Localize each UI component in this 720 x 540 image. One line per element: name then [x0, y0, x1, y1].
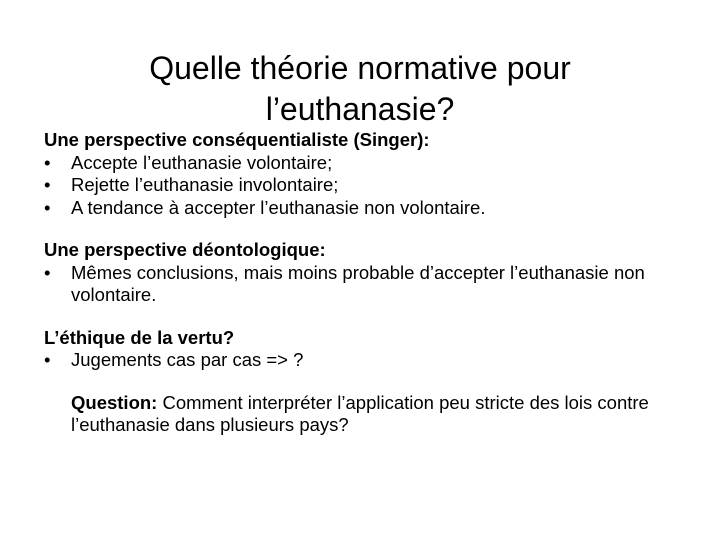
- bullet-text: Jugements cas par cas => ?: [71, 349, 304, 370]
- bullet-list: [44, 152, 684, 220]
- slide-title-line-1: Quelle théorie normative pour: [149, 50, 571, 87]
- bullet-text: Mêmes conclusions, mais moins probable d’accepter l’euthanasie non volontaire.: [71, 261, 645, 305]
- bullet-item: [44, 174, 684, 197]
- bullet-icon: •: [44, 151, 51, 173]
- bullet-icon: •: [44, 261, 51, 283]
- bullet-item: [44, 197, 684, 220]
- slide-body: [44, 129, 684, 437]
- question-label: Question:: [71, 391, 158, 413]
- bullet-text: Rejette l’euthanasie involontaire;: [71, 174, 339, 195]
- bullet-icon: •: [44, 349, 51, 370]
- section-deontological: [44, 239, 684, 307]
- bullet-item: [44, 349, 684, 372]
- bullet-list: [44, 262, 684, 307]
- bullet-text: Accepte l’euthanasie volontaire;: [71, 151, 333, 173]
- section-heading: Une perspective déontologique:: [44, 239, 326, 260]
- section-heading: Une perspective conséquentialiste (Singer):: [44, 129, 430, 150]
- question-text: Comment interpréter l’application peu stricte des lois contre l’euthanasie dans plusieurs pays?: [71, 391, 649, 435]
- slide-title-line-2: l’euthanasie?: [265, 91, 455, 128]
- bullet-list: [44, 349, 684, 372]
- section-heading: L’éthique de la vertu?: [44, 326, 235, 348]
- slide-title: [60, 48, 660, 130]
- bullet-icon: •: [44, 174, 51, 195]
- section-virtue-ethics: [44, 327, 684, 372]
- bullet-text: A tendance à accepter l’euthanasie non volontaire.: [71, 196, 486, 218]
- bullet-icon: •: [44, 196, 51, 218]
- section-consequentialist: [44, 129, 684, 219]
- bullet-item: [44, 262, 684, 307]
- bullet-item: [44, 152, 684, 175]
- question-block: [44, 392, 684, 437]
